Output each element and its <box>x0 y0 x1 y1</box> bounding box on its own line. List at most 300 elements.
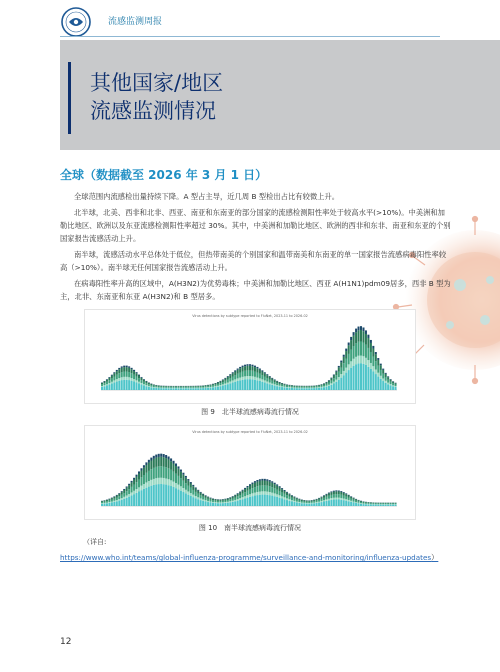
bar-segment <box>261 491 263 494</box>
bar-segment <box>286 500 288 506</box>
bar-segment <box>281 489 283 492</box>
bar-segment <box>392 503 394 504</box>
bar-segment <box>108 380 110 383</box>
bar-segment <box>101 501 103 502</box>
bar-segment <box>106 379 108 380</box>
bar-segment <box>288 501 290 506</box>
bar-segment <box>145 488 147 506</box>
bar-segment <box>365 345 367 358</box>
bar-segment <box>170 461 172 470</box>
bar-segment <box>375 503 377 504</box>
reference-link[interactable] <box>60 551 460 564</box>
bar-segment <box>187 386 189 387</box>
bar-segment <box>370 343 372 352</box>
bar-segment <box>131 369 133 373</box>
bar-segment <box>210 386 212 387</box>
bar-segment <box>197 491 199 494</box>
bar-segment <box>237 374 239 379</box>
bar-segment <box>362 331 364 342</box>
bar-segment <box>301 387 303 388</box>
bar-segment <box>190 496 192 506</box>
bar-segment <box>239 492 241 495</box>
bar-segment <box>202 494 204 496</box>
bar-segment <box>343 357 345 363</box>
bar-segment <box>126 486 128 487</box>
bar-segment <box>210 385 212 386</box>
bar-segment <box>227 502 229 503</box>
bar-segment <box>118 368 120 369</box>
bar-segment <box>306 504 308 506</box>
bar-segment <box>296 502 298 503</box>
bar-segment <box>279 495 281 497</box>
bar-segment <box>123 489 125 490</box>
bar-segment <box>200 388 202 390</box>
bar-segment <box>165 388 167 389</box>
bar-segment <box>382 378 384 381</box>
bar-segment <box>237 501 239 506</box>
bar-segment <box>251 379 253 390</box>
bar-segment <box>390 382 392 384</box>
bar-segment <box>249 370 251 376</box>
bar-segment <box>138 382 140 384</box>
bar-segment <box>229 375 231 378</box>
bar-segment <box>303 388 305 390</box>
bar-segment <box>143 379 145 380</box>
figure-10-caption: 图 10 南半球流感病毒流行情况 <box>198 524 302 532</box>
reference-prefix: （详自: <box>83 538 107 546</box>
bar-segment <box>249 489 251 494</box>
bar-segment <box>219 386 221 390</box>
bar-segment <box>116 379 118 381</box>
bar-segment <box>291 495 293 496</box>
bar-segment <box>264 373 266 376</box>
bar-segment <box>150 461 152 470</box>
bar-segment <box>244 365 246 367</box>
bar-segment <box>197 386 199 387</box>
bar-segment <box>313 388 315 389</box>
bar-segment <box>387 383 389 385</box>
bar-segment <box>385 381 387 383</box>
bar-segment <box>360 502 362 503</box>
bar-segment <box>121 377 123 380</box>
bar-segment <box>150 385 152 386</box>
bar-segment <box>256 367 258 368</box>
bar-segment <box>247 370 249 376</box>
bar-segment <box>338 377 340 380</box>
bar-segment <box>160 386 162 387</box>
bar-segment <box>385 373 387 374</box>
bar-segment <box>276 484 278 485</box>
bar-segment <box>192 388 194 389</box>
bar-segment <box>375 361 377 369</box>
bar-segment <box>224 383 226 384</box>
bar-segment <box>338 367 340 371</box>
bar-segment <box>244 492 246 496</box>
bar-segment <box>377 360 379 366</box>
bar-segment <box>202 388 204 389</box>
bar-segment <box>353 366 355 390</box>
bar-segment <box>106 382 108 384</box>
bar-segment <box>133 370 135 371</box>
bar-segment <box>355 364 357 390</box>
bar-segment <box>370 503 372 504</box>
bar-segment <box>296 387 298 388</box>
bar-segment <box>306 388 308 389</box>
bar-segment <box>284 385 286 386</box>
bar-segment <box>362 356 364 364</box>
bar-segment <box>148 487 150 506</box>
bar-segment <box>123 490 125 493</box>
bar-segment <box>150 480 152 486</box>
bar-segment <box>200 493 202 496</box>
bar-segment <box>234 495 236 496</box>
bar-segment <box>249 494 251 497</box>
bar-segment <box>271 487 273 492</box>
bar-segment <box>345 349 347 351</box>
bar-segment <box>128 497 130 506</box>
bar-segment <box>321 387 323 388</box>
bar-segment <box>348 495 350 497</box>
bar-segment <box>251 488 253 493</box>
bar-segment <box>210 388 212 390</box>
bar-segment <box>274 380 276 382</box>
bar-segment <box>133 382 135 390</box>
bar-segment <box>234 501 236 506</box>
bar-segment <box>254 487 256 492</box>
bar-segment <box>229 502 231 506</box>
bar-segment <box>210 501 212 502</box>
bar-segment <box>108 500 110 502</box>
bar-segment <box>200 386 202 387</box>
bar-segment <box>126 488 128 492</box>
bar-segment <box>293 388 295 389</box>
bar-segment <box>165 386 167 387</box>
bar-segment <box>153 468 155 479</box>
bar-segment <box>316 499 318 500</box>
bar-segment <box>328 382 330 384</box>
bar-segment <box>362 502 364 503</box>
reference-url[interactable]: https://www.who.int/teams/global-influenza-programme/surveillance-and-monitoring/influenza-updates <box>60 553 432 562</box>
bar-segment <box>348 354 350 364</box>
bar-segment <box>254 377 256 380</box>
bar-segment <box>108 377 110 378</box>
bar-segment <box>328 381 330 383</box>
bar-segment <box>242 497 244 499</box>
bar-segment <box>392 383 394 385</box>
bar-segment <box>155 458 157 467</box>
bar-segment <box>360 363 362 390</box>
bar-segment <box>219 383 221 385</box>
bar-segment <box>251 496 253 506</box>
bar-segment <box>259 492 261 495</box>
bar-segment <box>358 503 360 504</box>
bar-segment <box>340 492 342 495</box>
bar-segment <box>108 502 110 503</box>
bar-segment <box>254 367 256 371</box>
bar-segment <box>219 381 221 382</box>
bar-segment <box>234 382 236 390</box>
bar-segment <box>192 497 194 506</box>
bar-segment <box>136 383 138 390</box>
bar-segment <box>138 487 140 491</box>
bar-segment <box>131 482 133 487</box>
bar-segment <box>224 381 226 384</box>
bar-segment <box>131 492 133 495</box>
bar-segment <box>251 493 253 496</box>
bar-segment <box>173 482 175 487</box>
bar-segment <box>293 499 295 501</box>
bar-segment <box>301 502 303 503</box>
bar-segment <box>251 376 253 379</box>
bar-segment <box>316 387 318 388</box>
bar-segment <box>355 499 357 500</box>
bar-segment <box>338 372 340 377</box>
bar-segment <box>106 385 108 390</box>
bar-segment <box>217 383 219 384</box>
bar-segment <box>170 386 172 387</box>
bar-segment <box>271 378 273 379</box>
bar-segment <box>195 386 197 387</box>
bar-segment <box>136 376 138 380</box>
bar-segment <box>239 378 241 381</box>
bar-segment <box>353 332 355 335</box>
bar-segment <box>140 380 142 383</box>
bar-segment <box>153 387 155 388</box>
bar-segment <box>111 498 113 499</box>
bar-segment <box>279 487 281 491</box>
bar-segment <box>333 375 335 376</box>
bar-segment <box>212 384 214 385</box>
bar-segment <box>163 467 165 478</box>
bar-segment <box>333 491 335 492</box>
bar-segment <box>328 493 330 494</box>
bar-segment <box>316 386 318 387</box>
bar-segment <box>335 380 337 382</box>
bar-segment <box>313 387 315 388</box>
bar-segment <box>126 366 128 367</box>
bar-segment <box>259 378 261 381</box>
bar-segment <box>192 485 194 486</box>
bar-segment <box>306 388 308 390</box>
bar-segment <box>355 503 357 506</box>
bar-segment <box>367 338 369 348</box>
bar-segment <box>392 381 394 382</box>
bar-segment <box>118 493 120 494</box>
bar-segment <box>131 373 133 378</box>
bar-segment <box>274 484 276 488</box>
bar-segment <box>145 482 147 487</box>
bar-segment <box>390 505 392 506</box>
bar-segment <box>222 379 224 380</box>
bar-segment <box>168 388 170 389</box>
bar-segment <box>311 504 313 506</box>
bar-segment <box>217 387 219 390</box>
bar-segment <box>123 499 125 506</box>
bar-segment <box>128 377 130 380</box>
bar-segment <box>340 374 342 378</box>
bar-segment <box>116 382 118 390</box>
bar-segment <box>328 380 330 381</box>
bar-segment <box>281 492 283 496</box>
bar-segment <box>271 385 273 390</box>
bar-segment <box>259 374 261 379</box>
bar-segment <box>165 455 167 458</box>
bar-segment <box>163 387 165 388</box>
bar-segment <box>101 386 103 387</box>
bar-segment <box>182 387 184 388</box>
bar-segment <box>284 497 286 499</box>
bar-segment <box>234 375 236 379</box>
bar-segment <box>249 484 251 485</box>
bar-segment <box>173 472 175 482</box>
bar-segment <box>113 372 115 373</box>
bar-segment <box>219 502 221 503</box>
bar-segment <box>333 494 335 497</box>
bar-segment <box>306 387 308 388</box>
bar-segment <box>121 492 123 495</box>
bar-segment <box>103 382 105 384</box>
bar-segment <box>279 387 281 390</box>
bar-segment <box>158 454 160 457</box>
bar-segment <box>222 382 224 384</box>
bar-segment <box>382 374 384 379</box>
bar-segment <box>348 498 350 500</box>
bar-segment <box>286 498 288 500</box>
bar-segment <box>212 502 214 503</box>
bar-segment <box>264 372 266 373</box>
bar-segment <box>377 366 379 373</box>
bar-segment <box>375 354 377 361</box>
bar-segment <box>261 479 263 481</box>
bar-segment <box>254 371 256 376</box>
bar-segment <box>234 370 236 371</box>
bar-segment <box>395 383 397 384</box>
bar-segment <box>187 491 189 494</box>
bar-segment <box>207 387 209 388</box>
bar-segment <box>111 502 113 506</box>
bar-segment <box>103 383 105 385</box>
bar-segment <box>308 388 310 390</box>
bar-segment <box>318 385 320 386</box>
bar-segment <box>269 384 271 390</box>
bar-segment <box>143 380 145 382</box>
bar-segment <box>103 381 105 382</box>
bar-segment <box>395 387 397 390</box>
bar-segment <box>123 493 125 497</box>
bar-segment <box>227 499 229 500</box>
bar-segment <box>330 378 332 380</box>
bar-segment <box>365 365 367 390</box>
bar-segment <box>358 342 360 356</box>
bar-segment <box>256 492 258 495</box>
bar-segment <box>395 386 397 387</box>
bar-segment <box>113 373 115 376</box>
bar-segment <box>160 478 162 484</box>
bar-segment <box>187 388 189 390</box>
bar-segment <box>360 326 362 330</box>
bar-segment <box>158 484 160 506</box>
bar-segment <box>116 500 118 501</box>
bar-segment <box>229 497 231 498</box>
bar-segment <box>153 485 155 506</box>
bar-segment <box>155 467 157 478</box>
bar-segment <box>234 379 236 381</box>
bar-segment <box>387 503 389 504</box>
bar-segment <box>377 373 379 377</box>
bar-segment <box>128 372 130 377</box>
bar-segment <box>249 366 251 371</box>
bar-segment <box>227 500 229 502</box>
bar-segment <box>264 479 266 481</box>
bar-segment <box>217 386 219 387</box>
figure-9-chart <box>84 309 416 404</box>
bar-segment <box>385 383 387 390</box>
bar-segment <box>360 341 362 355</box>
bar-segment <box>131 487 133 493</box>
bar-segment <box>333 383 335 390</box>
bar-segment <box>343 492 345 493</box>
paragraph-northern: 北半球，北美、西非和北非、西亚、南亚和东南亚的部分国家的流感检测阳性率处于较高水平(>10%)。中美洲和加勒比地区、欧洲以及东亚流感检测阳性率超过 30%。其中，中美洲和加勒比地区、欧洲的西非和东非、南亚和东亚的个别国家报告流感活动上升。 <box>60 208 451 243</box>
bar-segment <box>219 503 221 506</box>
bar-segment <box>143 489 145 506</box>
bar-segment <box>330 495 332 498</box>
bar-segment <box>261 485 263 491</box>
bar-segment <box>237 494 239 496</box>
bar-segment <box>362 503 364 504</box>
bar-segment <box>153 385 155 386</box>
bar-segment <box>200 498 202 500</box>
bar-segment <box>138 384 140 390</box>
bar-segment <box>103 501 105 502</box>
bar-segment <box>214 501 216 503</box>
bar-segment <box>239 500 241 506</box>
bar-segment <box>168 468 170 479</box>
bar-segment <box>311 388 313 389</box>
bar-segment <box>128 489 130 494</box>
bar-segment <box>355 501 357 503</box>
bar-segment <box>111 375 113 376</box>
bar-segment <box>126 377 128 380</box>
bar-segment <box>318 387 320 388</box>
bar-segment <box>350 340 352 350</box>
bar-segment <box>311 501 313 502</box>
bar-segment <box>175 488 177 506</box>
bar-segment <box>348 370 350 390</box>
bar-segment <box>160 484 162 506</box>
bar-segment <box>170 388 172 390</box>
bar-segment <box>128 368 130 372</box>
bar-segment <box>360 504 362 506</box>
bar-segment <box>175 386 177 387</box>
bar-segment <box>286 388 288 390</box>
bar-segment <box>333 498 335 500</box>
bar-segment <box>340 368 342 374</box>
bar-segment <box>111 384 113 390</box>
bar-segment <box>323 385 325 386</box>
bar-segment <box>103 504 105 506</box>
bar-segment <box>325 501 327 506</box>
bar-segment <box>291 388 293 390</box>
bar-segment <box>158 388 160 390</box>
bar-segment <box>136 489 138 493</box>
bar-segment <box>254 483 256 487</box>
bar-segment <box>382 369 384 370</box>
bar-segment <box>106 503 108 504</box>
bar-segment <box>173 388 175 390</box>
bar-segment <box>140 477 142 485</box>
bar-segment <box>325 387 327 390</box>
bar-segment <box>148 383 150 384</box>
